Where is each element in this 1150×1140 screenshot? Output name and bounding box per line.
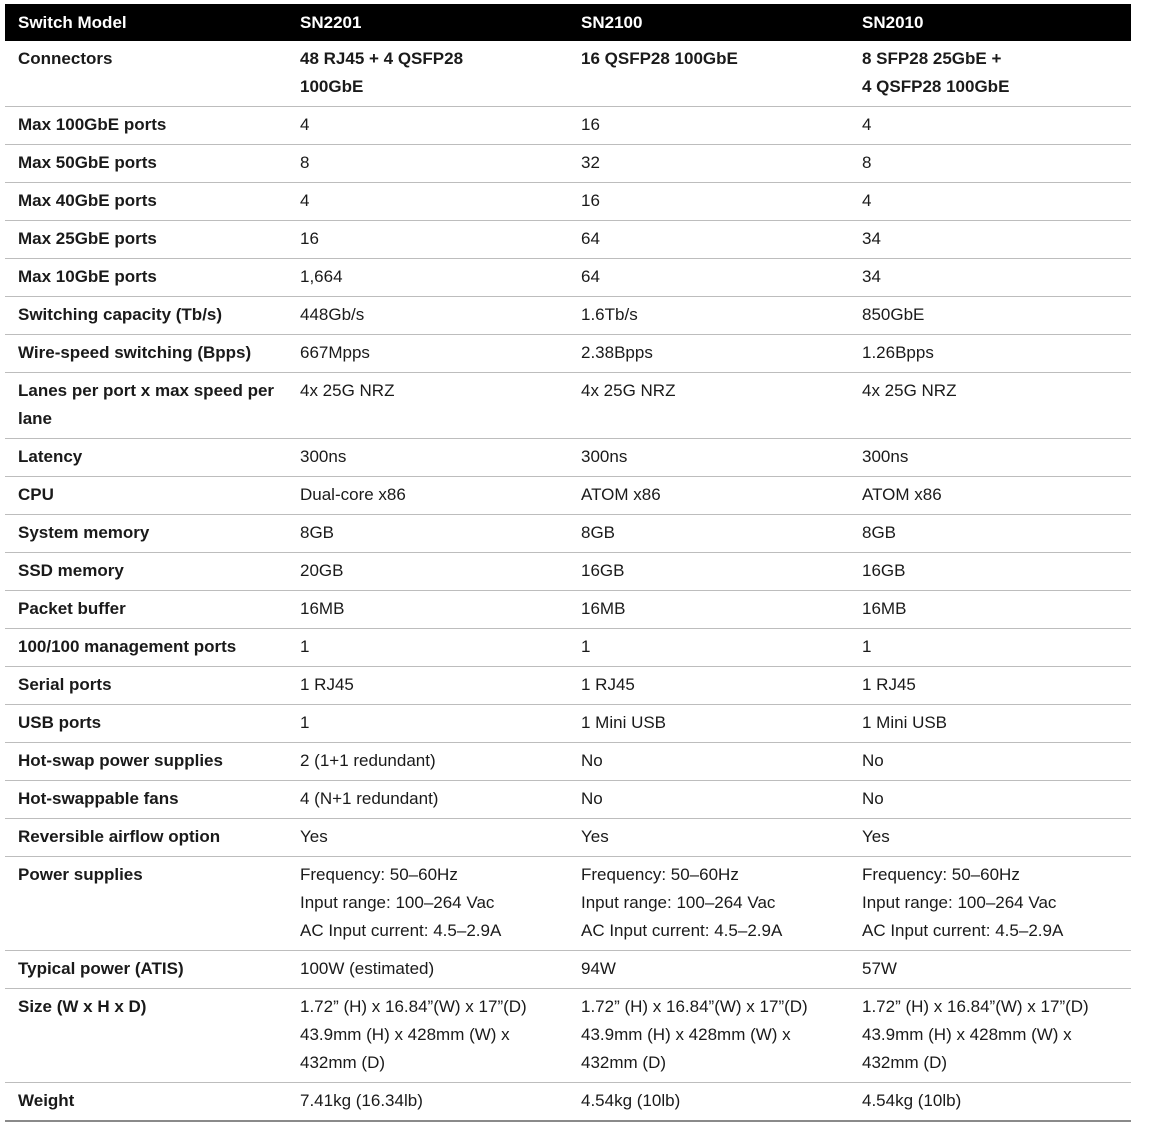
- cell-line: AC Input current: 4.5–2.9A: [862, 921, 1064, 940]
- row-label: Switching capacity (Tb/s): [5, 297, 287, 335]
- cell-line: 1.26Bpps: [862, 343, 934, 362]
- cell-line: 7.41kg (16.34lb): [300, 1091, 423, 1110]
- cell-value: [287, 819, 568, 857]
- cell-value: [568, 107, 849, 145]
- table-row: [5, 183, 1131, 221]
- cell-line: 4x 25G NRZ: [300, 381, 395, 400]
- cell-line: 4: [300, 191, 310, 210]
- table-row: [5, 373, 1131, 439]
- cell-line: 100GbE: [300, 77, 364, 96]
- cell-line: Dual-core x86: [300, 485, 406, 504]
- cell-line: 1: [300, 637, 310, 656]
- cell-value: [287, 553, 568, 591]
- cell-line: 1.72” (H) x 16.84”(W) x 17”(D): [862, 997, 1089, 1016]
- cell-line: 16: [581, 115, 600, 134]
- cell-value: [568, 705, 849, 743]
- table-header: [5, 4, 1131, 41]
- cell-value: [568, 477, 849, 515]
- cell-value: [287, 41, 568, 107]
- cell-value: [849, 667, 1131, 705]
- cell-value: [568, 591, 849, 629]
- cell-value: [568, 221, 849, 259]
- cell-value: [849, 183, 1131, 221]
- cell-line: 48 RJ45 + 4 QSFP28: [300, 49, 464, 68]
- cell-line: Yes: [862, 827, 890, 846]
- cell-line: 1 RJ45: [581, 675, 635, 694]
- row-label: Typical power (ATIS): [5, 951, 287, 989]
- row-label: Wire-speed switching (Bpps): [5, 335, 287, 373]
- cell-line: 4: [300, 115, 310, 134]
- cell-value: [849, 221, 1131, 259]
- cell-line: ATOM x86: [862, 485, 942, 504]
- table-row: [5, 553, 1131, 591]
- cell-value: [849, 781, 1131, 819]
- cell-value: [849, 857, 1131, 951]
- cell-value: [287, 373, 568, 439]
- cell-line: 1.6Tb/s: [581, 305, 638, 324]
- cell-line: 20GB: [300, 561, 344, 580]
- cell-value: [849, 297, 1131, 335]
- cell-line: 32: [581, 153, 600, 172]
- cell-value: [287, 439, 568, 477]
- table-row: [5, 743, 1131, 781]
- header-label: Switch Model: [5, 4, 287, 41]
- cell-value: [849, 373, 1131, 439]
- cell-line: 94W: [581, 959, 616, 978]
- cell-line: Frequency: 50–60Hz: [581, 865, 739, 884]
- table-row: [5, 41, 1131, 107]
- cell-line: 16MB: [300, 599, 345, 618]
- cell-value: [568, 373, 849, 439]
- row-label: Max 100GbE ports: [5, 107, 287, 145]
- table-row: [5, 259, 1131, 297]
- row-label: Lanes per port x max speed per lane: [5, 373, 287, 439]
- cell-value: [849, 515, 1131, 553]
- cell-value: [849, 553, 1131, 591]
- cell-line: 4.54kg (10lb): [862, 1091, 962, 1110]
- cell-line: Frequency: 50–60Hz: [862, 865, 1020, 884]
- cell-value: [287, 743, 568, 781]
- cell-line: No: [862, 789, 884, 808]
- cell-line: 1 RJ45: [862, 675, 916, 694]
- row-label: Size (W x H x D): [5, 989, 287, 1083]
- cell-line: 43.9mm (H) x 428mm (W) x: [581, 1025, 791, 1044]
- cell-line: 16: [581, 191, 600, 210]
- table-row: [5, 667, 1131, 705]
- cell-line: 1,664: [300, 267, 343, 286]
- cell-value: [849, 591, 1131, 629]
- cell-value: [849, 41, 1131, 107]
- cell-value: [287, 145, 568, 183]
- row-label: Max 50GbE ports: [5, 145, 287, 183]
- cell-value: [287, 515, 568, 553]
- cell-line: 432mm (D): [300, 1053, 386, 1072]
- cell-line: 16: [300, 229, 319, 248]
- cell-value: [287, 477, 568, 515]
- cell-line: 64: [581, 267, 600, 286]
- table-row: [5, 989, 1131, 1083]
- cell-value: [849, 951, 1131, 989]
- cell-line: 1.72” (H) x 16.84”(W) x 17”(D): [581, 997, 808, 1016]
- cell-line: 4: [862, 191, 872, 210]
- cell-value: [849, 145, 1131, 183]
- row-label: Packet buffer: [5, 591, 287, 629]
- cell-value: [568, 857, 849, 951]
- row-label: Hot-swap power supplies: [5, 743, 287, 781]
- row-label: Serial ports: [5, 667, 287, 705]
- cell-value: [568, 667, 849, 705]
- table-row: [5, 819, 1131, 857]
- cell-value: [287, 951, 568, 989]
- cell-line: 8: [862, 153, 872, 172]
- header-model: SN2201: [287, 4, 568, 41]
- spec-table: [5, 4, 1131, 1122]
- cell-line: 8 SFP28 25GbE +: [862, 49, 1002, 68]
- table-row: [5, 781, 1131, 819]
- cell-value: [568, 553, 849, 591]
- cell-line: 4x 25G NRZ: [581, 381, 676, 400]
- table-row: [5, 857, 1131, 951]
- row-label: System memory: [5, 515, 287, 553]
- cell-value: [287, 297, 568, 335]
- table-row: [5, 297, 1131, 335]
- cell-value: [568, 743, 849, 781]
- cell-line: 43.9mm (H) x 428mm (W) x: [862, 1025, 1072, 1044]
- cell-value: [287, 781, 568, 819]
- table-row: [5, 107, 1131, 145]
- cell-line: 432mm (D): [862, 1053, 948, 1072]
- cell-value: [568, 259, 849, 297]
- cell-line: 432mm (D): [581, 1053, 667, 1072]
- table-row: [5, 629, 1131, 667]
- cell-value: [849, 989, 1131, 1083]
- cell-line: ATOM x86: [581, 485, 661, 504]
- table-row: [5, 477, 1131, 515]
- cell-value: [849, 477, 1131, 515]
- cell-value: [287, 989, 568, 1083]
- cell-line: 57W: [862, 959, 897, 978]
- cell-line: No: [581, 789, 603, 808]
- table-row: [5, 439, 1131, 477]
- cell-value: [568, 515, 849, 553]
- cell-value: [287, 107, 568, 145]
- cell-line: 300ns: [581, 447, 628, 466]
- row-label: 100/100 management ports: [5, 629, 287, 667]
- cell-line: Frequency: 50–60Hz: [300, 865, 458, 884]
- cell-line: 43.9mm (H) x 428mm (W) x: [300, 1025, 510, 1044]
- row-label: Weight: [5, 1083, 287, 1122]
- row-label: Connectors: [5, 41, 287, 107]
- cell-line: 850GbE: [862, 305, 925, 324]
- cell-line: 16GB: [862, 561, 906, 580]
- cell-value: [849, 705, 1131, 743]
- cell-line: 300ns: [300, 447, 347, 466]
- cell-value: [849, 107, 1131, 145]
- cell-value: [287, 591, 568, 629]
- cell-line: 1: [581, 637, 591, 656]
- cell-line: 1 Mini USB: [581, 713, 667, 732]
- cell-line: 8GB: [862, 523, 897, 542]
- table-row: [5, 705, 1131, 743]
- cell-line: 4x 25G NRZ: [862, 381, 957, 400]
- cell-value: [287, 1083, 568, 1122]
- cell-value: [568, 629, 849, 667]
- cell-line: Input range: 100–264 Vac: [862, 893, 1057, 912]
- cell-value: [568, 1083, 849, 1122]
- cell-line: 16MB: [862, 599, 907, 618]
- table-row: [5, 221, 1131, 259]
- cell-line: 8GB: [300, 523, 335, 542]
- cell-line: 1: [862, 637, 872, 656]
- cell-line: Yes: [300, 827, 328, 846]
- cell-line: 4.54kg (10lb): [581, 1091, 681, 1110]
- cell-line: 34: [862, 229, 881, 248]
- row-label: Max 25GbE ports: [5, 221, 287, 259]
- table-row: [5, 145, 1131, 183]
- table-row: [5, 335, 1131, 373]
- cell-value: [568, 41, 849, 107]
- cell-line: 16MB: [581, 599, 626, 618]
- cell-value: [568, 439, 849, 477]
- cell-line: 100W (estimated): [300, 959, 435, 978]
- cell-line: 300ns: [862, 447, 909, 466]
- cell-line: Input range: 100–264 Vac: [300, 893, 495, 912]
- cell-value: [849, 819, 1131, 857]
- cell-value: [849, 259, 1131, 297]
- cell-line: 16GB: [581, 561, 625, 580]
- cell-value: [568, 989, 849, 1083]
- table-row: [5, 591, 1131, 629]
- cell-line: 1.72” (H) x 16.84”(W) x 17”(D): [300, 997, 527, 1016]
- cell-line: 448Gb/s: [300, 305, 365, 324]
- cell-line: No: [581, 751, 603, 770]
- cell-line: 4 (N+1 redundant): [300, 789, 439, 808]
- cell-value: [849, 335, 1131, 373]
- cell-value: [568, 335, 849, 373]
- cell-value: [849, 629, 1131, 667]
- cell-value: [568, 183, 849, 221]
- cell-line: 2.38Bpps: [581, 343, 653, 362]
- row-label: Hot-swappable fans: [5, 781, 287, 819]
- cell-value: [568, 297, 849, 335]
- header-model: SN2010: [849, 4, 1131, 41]
- cell-line: No: [862, 751, 884, 770]
- cell-line: 1 Mini USB: [862, 713, 948, 732]
- cell-value: [568, 819, 849, 857]
- cell-value: [849, 439, 1131, 477]
- header-model: SN2100: [568, 4, 849, 41]
- cell-line: AC Input current: 4.5–2.9A: [300, 921, 502, 940]
- cell-value: [287, 629, 568, 667]
- cell-line: 4: [862, 115, 872, 134]
- row-label: USB ports: [5, 705, 287, 743]
- cell-value: [287, 667, 568, 705]
- cell-value: [849, 743, 1131, 781]
- cell-line: AC Input current: 4.5–2.9A: [581, 921, 783, 940]
- table-body: [5, 41, 1131, 1121]
- cell-line: 2 (1+1 redundant): [300, 751, 436, 770]
- cell-line: 8GB: [581, 523, 616, 542]
- cell-line: 16 QSFP28 100GbE: [581, 49, 738, 68]
- cell-line: Yes: [581, 827, 609, 846]
- row-label: Reversible airflow option: [5, 819, 287, 857]
- cell-line: 1 RJ45: [300, 675, 354, 694]
- cell-line: Input range: 100–264 Vac: [581, 893, 776, 912]
- cell-value: [287, 335, 568, 373]
- row-label: SSD memory: [5, 553, 287, 591]
- cell-value: [287, 221, 568, 259]
- cell-value: [287, 857, 568, 951]
- cell-line: 8: [300, 153, 310, 172]
- cell-line: 4 QSFP28 100GbE: [862, 77, 1010, 96]
- cell-value: [287, 705, 568, 743]
- cell-line: 1: [300, 713, 310, 732]
- cell-line: 34: [862, 267, 881, 286]
- cell-value: [287, 259, 568, 297]
- cell-value: [568, 145, 849, 183]
- row-label: Power supplies: [5, 857, 287, 951]
- table-row: [5, 515, 1131, 553]
- cell-value: [568, 951, 849, 989]
- header-row: [5, 4, 1131, 41]
- cell-value: [568, 781, 849, 819]
- table-row: [5, 1083, 1131, 1122]
- table-row: [5, 951, 1131, 989]
- row-label: CPU: [5, 477, 287, 515]
- row-label: Max 40GbE ports: [5, 183, 287, 221]
- cell-line: 64: [581, 229, 600, 248]
- row-label: Latency: [5, 439, 287, 477]
- cell-value: [287, 183, 568, 221]
- row-label: Max 10GbE ports: [5, 259, 287, 297]
- cell-line: 667Mpps: [300, 343, 370, 362]
- cell-value: [849, 1083, 1131, 1122]
